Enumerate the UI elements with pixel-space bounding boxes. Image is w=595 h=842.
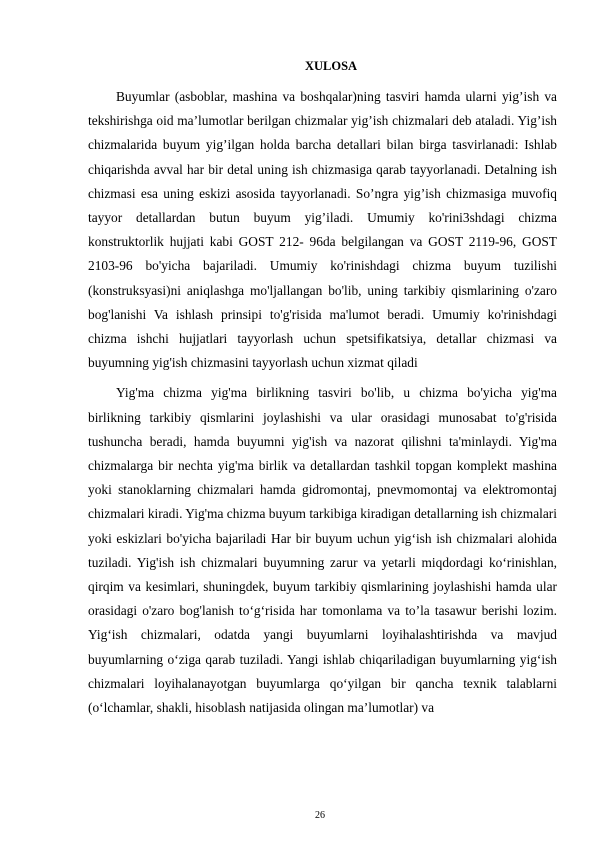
paragraph-1: Buyumlar (asboblar, mashina va boshqalar)ning tasviri hamda ularni yig’ish va tekshirishga oid ma’lumotlar berilgan chizmalar yig’ish chizmalari deb ataladi. Yig’ish chizmalarida buyum yig’ilgan holda barcha detallari bilan birga tasvirlanadi: Ishlab chiqarishda avval har bir detal uning ish chizmasiga qarab tayyorlanadi. Detalning ish chizmasi esa uning eskizi asosida tayyorlanadi. So’ngra yig’ish chizmasiga muvofiq tayyor detallardan butun buyum yig’iladi. Umumiy ko'rini3shdagi chizma konstruktorlik hujjati kabi GOST 212- 96da belgilangan va GOST 2119-96, GOST 2103-96 bo'yicha bajariladi. Umumiy ko'rinishdagi chizma buyum tuzilishi (konstruksyasi)ni aniqlashga mo'ljallangan bo'lib, uning tarkibiy qismlarining o'zaro bog'lanishi Va ishlash prinsipi to'g'risida ma'lumot beradi. Umumiy ko'rinishdagi chizma ishchi hujjatlari tayyorlash uchun spetsifikatsiya, detallar chizmasi va buyumning yig'ish chizmasini tayyorlash uchun xizmat qiladi [88, 89, 557, 371]
paragraph-2: Yig'ma chizma yig'ma birlikning tasviri bo'lib, u chizma bo'yicha yig'ma birlikning tarkibiy qismlarini joylashishi va ular orasidagi munosabat to'g'risida tushuncha beradi, hamda buyumni yig'ish va nazorat qilishni ta'minlaydi. Yig'ma chizmalarga bir nechta yig'ma birlik va detallardan tashkil topgan komplekt mashina yoki stanoklarning chizmalari hamda gidromontaj, pnevmomontaj va elektromontaj chizmalari kiradi. Yig'ma chizma buyum tarkibiga kiradigan detallarning ish chizmalari yoki eskizlari bo'yicha bajariladi Har bir buyum uchun yig‘ish ish chizmalari alohida tuziladi. Yig'ish ish chizmalari buyumning zarur va yetarli miqdordagi ko‘rinishlan, qirqim va kesimlari, shuningdek, buyum tarkibiy qismlarining joylashishi hamda ular orasidagi o'zaro bog'lanish to‘g‘risida har tomonlama va to’la tasawur berishi lozim. Yig‘ish chizmalari, odatda yangi buyumlarni loyihalashtirishda va mavjud buyumlarning o‘ziga qarab tuziladi. Yangi ishlab chiqariladigan buyumlarning yig‘ish chizmalari loyihalanayotgan buyumlarga qo‘yilgan bir qancha texnik talablarni (o‘lchamlar, shakli, hisoblash natijasida olingan ma’lumotlar) va [88, 385, 557, 716]
page-title: XULOSA [304, 59, 358, 73]
page-number: 26 [315, 810, 325, 821]
body-text [88, 85, 557, 720]
